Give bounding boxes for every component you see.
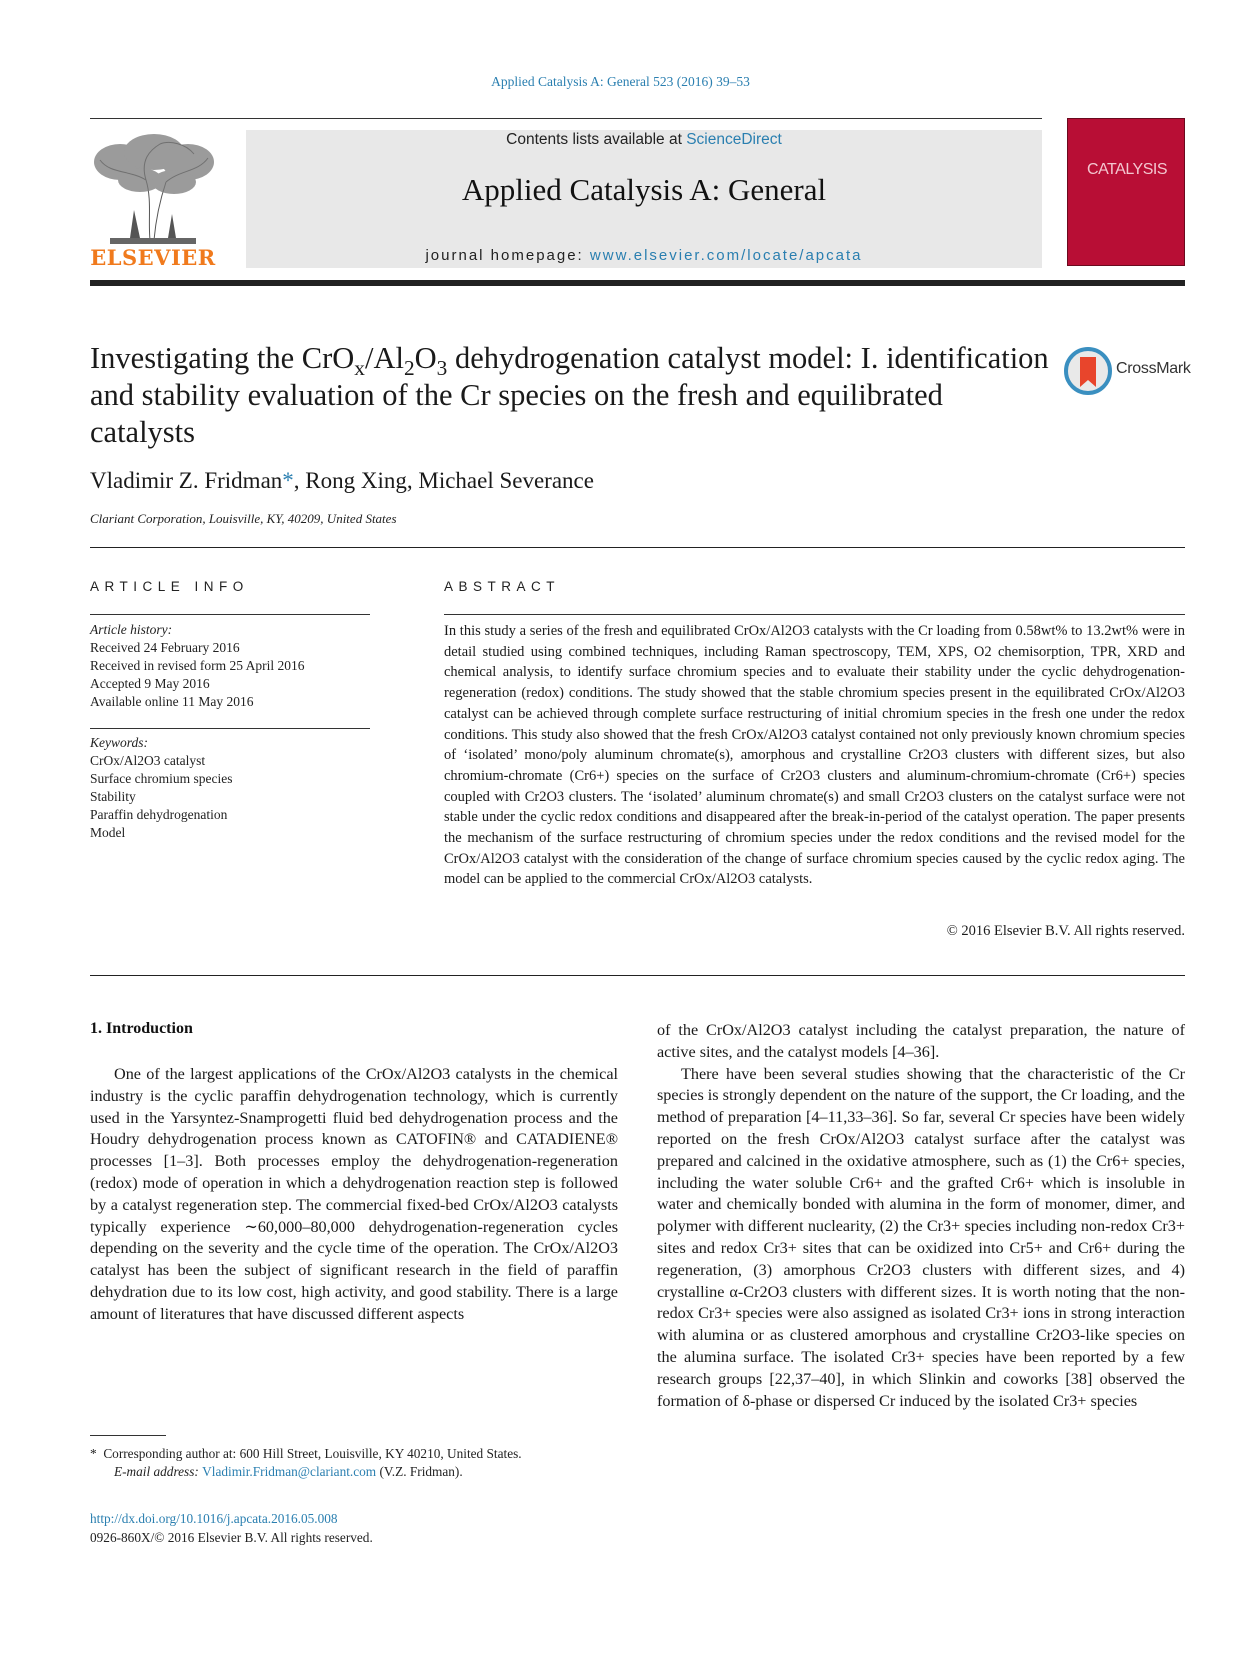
keyword-item: Model (90, 825, 126, 840)
abstract-copyright: © 2016 Elsevier B.V. All rights reserved. (946, 923, 1185, 939)
email-label: E-mail address: (114, 1464, 203, 1479)
coauthor-names: , Rong Xing, Michael Severance (293, 468, 594, 493)
body-column-right (657, 1020, 1185, 1412)
intro-paragraph-continued: of the CrOx/Al2O3 catalyst including the catalyst preparation, the nature of active sites, and the catalyst models [4–36]. (657, 1021, 1185, 1061)
article-title: Investigating the $CrO_x/Al_2O_3$ dehydrogenation catalyst model: I. identification and stability evaluation of the Cr species on the fresh and equilibrated catalysts (90, 341, 1049, 449)
crossmark-icon (1064, 347, 1112, 395)
corresponding-author-footnote (90, 1445, 630, 1481)
abstract-rule (444, 614, 1185, 615)
article-history (90, 621, 304, 711)
section-rule (90, 547, 1185, 548)
keyword-item: CrOx/Al2O3 catalyst (90, 753, 206, 768)
author-name[interactable]: Vladimir Z. Fridman (90, 468, 283, 493)
abstract-text: In this study a series of the fresh and equilibrated CrOx/Al2O3 catalysts with the Cr loading from 0.58wt% to 13.2wt% were in detail studied using combined techniques, including Raman spectroscopy, TEM, XPS, O2 chemisorption, TPR, XRD and chemical analysis, to identify surface chromium species and to evaluate their stability under the cyclic dehydrogenation-regeneration (redox) conditions. The study showed that the stable chromium species present in the equilibrated CrOx/Al2O3 catalyst can be achieved through complete surface restructuring of initial chromium species in the fresh one under the redox conditions. This study also showed that the fresh CrOx/Al2O3 catalyst contained not only previously known chromium species of ‘isolated’ mono/poly aluminum chromate(s), amorphous and crystalline Cr2O3 clusters with different sizes, but also chromium-chromate (Cr6+) species on the surface of Cr2O3 clusters and aluminum-chromium-chromate (Cr6+) species coupled with Cr2O3 clusters. The ‘isolated’ aluminum chromate(s) and small Cr2O3 clusters on the catalyst surface were not stable under the cyclic redox conditions and disappeared after the break-in-period of the catalyst operation. The paper presents the mechanism of the surface restructuring of chromium species under the redox conditions and the revised model for the CrOx/Al2O3 catalyst with the consideration of the change of surface chromium species caused by the cyclic redox aging. The model can be applied to the commercial CrOx/Al2O3 catalysts. (444, 623, 1185, 888)
homepage-prefix: journal homepage: (425, 247, 590, 264)
doi-link[interactable]: http://dx.doi.org/10.1016/j.apcata.2016.05.008 (90, 1511, 338, 1526)
keywords-label: Keywords: (90, 735, 148, 750)
keyword-item: Paraffin dehydrogenation (90, 807, 228, 822)
contents-prefix: Contents lists available at (506, 131, 687, 148)
journal-citation-link[interactable]: Applied Catalysis A: General 523 (2016) 39–53 (491, 74, 750, 89)
history-label: Article history: (90, 622, 173, 637)
journal-title: Applied Catalysis A: General (461, 172, 827, 207)
footnote-text: Corresponding author at: 600 Hill Street, Louisville, KY 40210, United States. (103, 1446, 522, 1461)
keyword-item: Surface chromium species (90, 771, 233, 786)
header-thick-rule (90, 280, 1185, 286)
issn-line: 0926-860X/© 2016 Elsevier B.V. All rights reserved. (90, 1530, 373, 1545)
section-heading-introduction: 1. Introduction (90, 1020, 193, 1037)
footnote-mark: * (90, 1446, 97, 1461)
author-list (90, 468, 594, 494)
journal-cover-image (1067, 118, 1185, 266)
corresponding-author-mark[interactable]: * (282, 468, 294, 493)
journal-homepage-link[interactable]: www.elsevier.com/locate/apcata (589, 247, 863, 264)
abstract-heading: ABSTRACT (444, 579, 561, 594)
author-email-link[interactable]: Vladimir.Fridman@clariant.com (202, 1464, 377, 1479)
crossmark-badge[interactable] (1064, 347, 1224, 397)
journal-homepage-line (246, 247, 1042, 264)
header-rule (90, 118, 1042, 119)
body-rule (90, 975, 1185, 976)
journal-masthead (246, 130, 1042, 268)
intro-paragraph: One of the largest applications of the CrOx/Al2O3 catalysts in the chemical industry is the cyclic paraffin dehydrogenation technology, which is currently used in the Yarsyntez-Snamprogetti fluid bed dehydrogenation process and the Houdry dehydrogenation process known as CATOFIN® and CATADIENE® processes [1–3]. Both processes employ the dehydrogenation-regeneration (redox) mode of operation in which a dehydrogenation reaction step is followed by a catalyst regeneration step. The commercial fixed-bed CrOx/Al2O3 catalysts typically experience ∼60,000–80,000 dehydrogenation-regeneration cycles depending on the severity and the cycle time of the operation. The CrOx/Al2O3 catalyst has been the subject of significant research in the field of paraffin dehydration due to its low cost, high activity, and good stability. There is a large amount of literatures that have discussed different aspects (90, 1065, 618, 1323)
affiliation: Clariant Corporation, Louisville, KY, 40209, United States (90, 511, 397, 526)
intro-paragraph: There have been several studies showing that the characteristic of the Cr species is strongly dependent on the nature of the support, the Cr loading, and the method of preparation [4–11,33–36]. So far, several Cr species have been widely reported on the fresh CrOx/Al2O3 catalyst surface after the catalyst was prepared and calcined in the oxidative atmosphere, such as (1) the Cr6+ species, including the water soluble Cr6+ and the grafted Cr6+ which is insoluble in water and chemically bonded with alumina in the form of monomer, dimer, and polymer with different nuclearity, (2) the Cr3+ species including non-redox Cr3+ sites and redox Cr3+ sites that can be oxidized into Cr5+ and Cr6+ during the regeneration, (3) amorphous Cr2O3 clusters with different sizes, and 4) crystalline α-Cr2O3 clusters with different sizes. It is worth noting that the non-redox Cr3+ species were also assigned as isolated Cr3+ ions in strong interaction with alumina or as clustered amorphous and crystalline Cr2O3-like species on the alumina surface. The isolated Cr3+ species have been reported by a few research groups [22,37–40], in which Slinkin and coworks [38] observed the formation of δ-phase or dispersed Cr induced by the isolated Cr3+ species (657, 1064, 1185, 1410)
history-item: Available online 11 May 2016 (90, 694, 254, 709)
sciencedirect-link[interactable]: ScienceDirect (686, 131, 782, 148)
article-info-heading: ARTICLE INFO (90, 579, 249, 594)
body-column-left (90, 1064, 618, 1326)
history-item: Received in revised form 25 April 2016 (90, 658, 305, 673)
crossmark-label: CrossMark (1116, 360, 1191, 377)
keywords-list (90, 734, 232, 842)
publisher-wordmark: ELSEVIER (90, 245, 216, 270)
email-suffix: (V.Z. Fridman). (376, 1464, 463, 1479)
history-item: Accepted 9 May 2016 (90, 676, 210, 691)
article-info-rule (90, 614, 370, 615)
cover-title: CATALYSIS (1087, 161, 1167, 178)
history-item: Received 24 February 2016 (90, 640, 240, 655)
keywords-rule (90, 728, 370, 729)
footnote-rule (90, 1435, 166, 1436)
keyword-item: Stability (90, 789, 136, 804)
contents-line (246, 130, 1042, 150)
